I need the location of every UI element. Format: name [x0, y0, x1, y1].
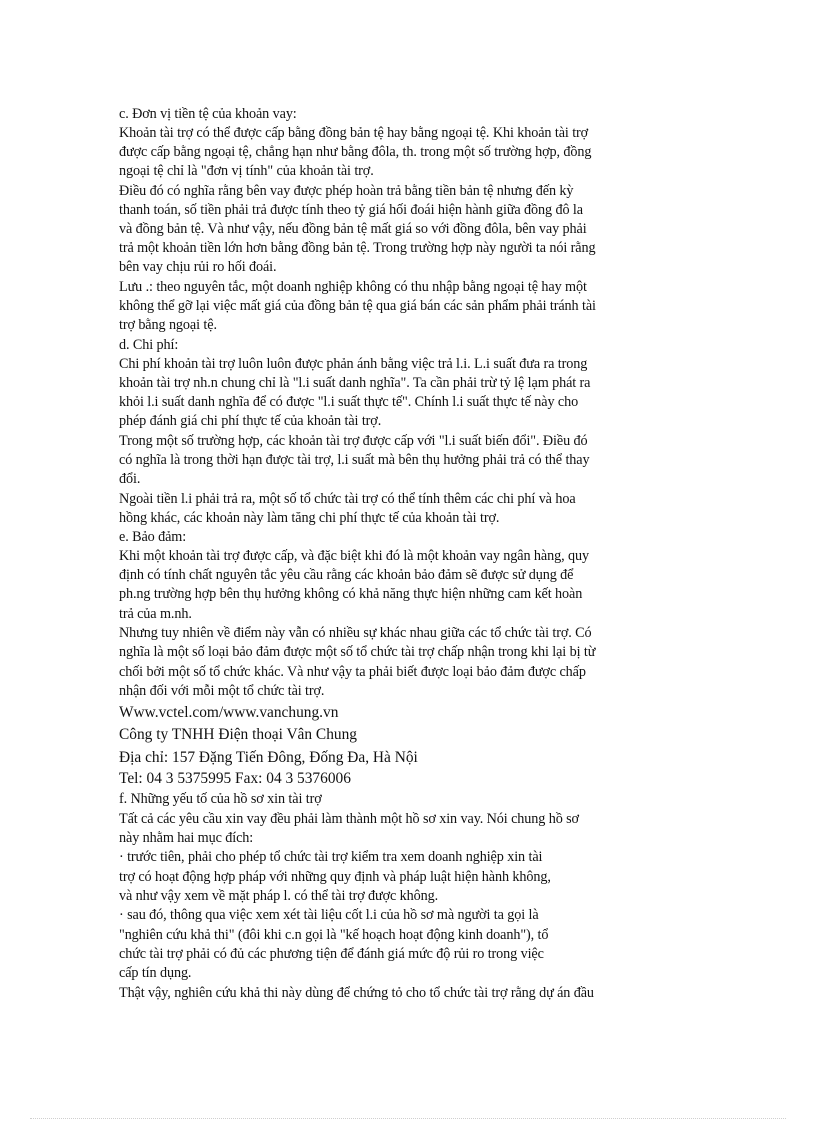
text-line: Ngoài tiền l.i phải trả ra, một số tổ chức tài trợ có thể tính thêm các chi phí và hoa [119, 491, 576, 507]
text-line: Khoản tài trợ có thể được cấp bằng đồng bản tệ hay bằng ngoại tệ. Khi khoản tài trợ [119, 125, 589, 141]
text-line: Thật vậy, nghiên cứu khả thi này dùng để chứng tỏ cho tổ chức tài trợ rằng dự án đầu [119, 985, 594, 1001]
text-line: Tất cả các yêu cầu xin vay đều phải làm thành một hồ sơ xin vay. Nói chung hồ sơ [119, 811, 579, 827]
text-line: · sau đó, thông qua việc xem xét tài liệu cốt l.i của hồ sơ mà người ta gọi là [119, 907, 539, 923]
text-line: thanh toán, số tiền phải trả được tính theo tỷ giá hối đoái hiện hành giữa đồng đô la [119, 202, 583, 218]
text-line: Chi phí khoản tài trợ luôn luôn được phản ánh bằng việc trả l.i. L.i suất đưa ra trong [119, 356, 588, 372]
text-line: Nhưng tuy nhiên về điểm này vẫn có nhiều sự khác nhau giữa các tổ chức tài trợ. Có [119, 625, 592, 641]
text-line: trợ bằng ngoại tệ. [119, 317, 217, 333]
text-line: chối bởi một số tổ chức khác. Và như vậy ta phải biết được loại bảo đảm được chấp [119, 664, 586, 680]
text-line: cấp tín dụng. [119, 965, 192, 981]
text-line: không thể gỡ lại việc mất giá của đồng bản tệ qua giá bán các sản phẩm phải tránh tài [119, 298, 596, 314]
text-line: · trước tiên, phải cho phép tổ chức tài trợ kiểm tra xem doanh nghiệp xin tài [119, 849, 543, 865]
text-line: bên vay chịu rủi ro hối đoái. [119, 259, 277, 275]
text-line: có nghĩa là trong thời hạn được tài trợ, l.i suất mà bên thụ hưởng phải trả có thể thay [119, 452, 590, 468]
text-line: Tel: 04 3 5375995 Fax: 04 3 5376006 [119, 770, 351, 787]
text-line: Địa chỉ: 157 Đặng Tiến Đông, Đống Đa, Hà Nội [119, 749, 418, 766]
text-line: khỏi l.i suất danh nghĩa để có được "l.i suất thực tế". Chính l.i suất thực tế này cho [119, 394, 579, 410]
text-line: phép đánh giá chi phí thực tế của khoản tài trợ. [119, 413, 382, 429]
text-line: Lưu .: theo nguyên tắc, một doanh nghiệp không có thu nhập bằng ngoại tệ hay một [119, 279, 587, 295]
text-line: ph.ng trường hợp bên thụ hưởng không có khả năng thực hiện những cam kết hoàn [119, 586, 583, 602]
text-line: Điều đó có nghĩa rằng bên vay được phép hoàn trả bằng tiền bản tệ nhưng đến kỳ [119, 183, 574, 199]
text-line: chức tài trợ phải có đủ các phương tiện để đánh giá mức độ rủi ro trong việc [119, 946, 544, 962]
text-line: e. Bảo đảm: [119, 529, 187, 545]
text-line: đổi. [119, 471, 141, 487]
text-line: trả của m.nh. [119, 606, 192, 622]
text-line: và như vậy xem về mặt pháp l. có thể tài trợ được không. [119, 888, 439, 904]
text-line: Khi một khoản tài trợ được cấp, và đặc biệt khi đó là một khoản vay ngân hàng, quy [119, 548, 589, 564]
text-line: "nghiên cứu khả thi" (đôi khi c.n gọi là "kế hoạch hoạt động kinh doanh"), tổ [119, 927, 549, 943]
text-line: nhận đối với mỗi một tổ chức tài trợ. [119, 683, 325, 699]
text-line: c. Đơn vị tiền tệ của khoản vay: [119, 106, 297, 122]
text-line: f. Những yếu tố của hồ sơ xin tài trợ [119, 791, 322, 807]
text-line: và đồng bản tệ. Và như vậy, nếu đồng bản tệ mất giá so với đồng đôla, bên vay phải [119, 221, 587, 237]
text-line: khoản tài trợ nh.n chung chỉ là "l.i suất danh nghĩa". Ta cần phải trừ tỷ lệ lạm phát ra [119, 375, 591, 391]
text-line: được cấp bằng ngoại tệ, chẳng hạn như bằng đôla, th. trong một số trường hợp, đồng [119, 144, 592, 160]
text-line: này nhằm hai mục đích: [119, 830, 254, 846]
text-line: nghĩa là một số loại bảo đảm được một số tổ chức tài trợ chấp nhận trong khi lại bị từ [119, 644, 596, 660]
text-line: định có tính chất nguyên tắc yêu cầu rằng các khoản bảo đảm sẽ được sử dụng để [119, 567, 574, 583]
text-line: Công ty TNHH Điện thoại Vân Chung [119, 726, 357, 743]
text-line: hồng khác, các khoản này làm tăng chi phí thực tế của khoản tài trợ. [119, 510, 500, 526]
text-line: trả một khoản tiền lớn hơn bằng đồng bản tệ. Trong trường hợp này người ta nói rằng [119, 240, 596, 256]
text-line: d. Chi phí: [119, 337, 179, 353]
page-bottom-divider [30, 1118, 786, 1119]
text-line: Trong một số trường hợp, các khoản tài trợ được cấp với "l.i suất biến đổi". Điều đó [119, 433, 588, 449]
text-line: trợ có hoạt động hợp pháp với những quy định và pháp luật hiện hành không, [119, 869, 551, 885]
text-line: ngoại tệ chỉ là "đơn vị tính" của khoản tài trợ. [119, 163, 374, 179]
text-line: Www.vctel.com/www.vanchung.vn [119, 704, 339, 721]
